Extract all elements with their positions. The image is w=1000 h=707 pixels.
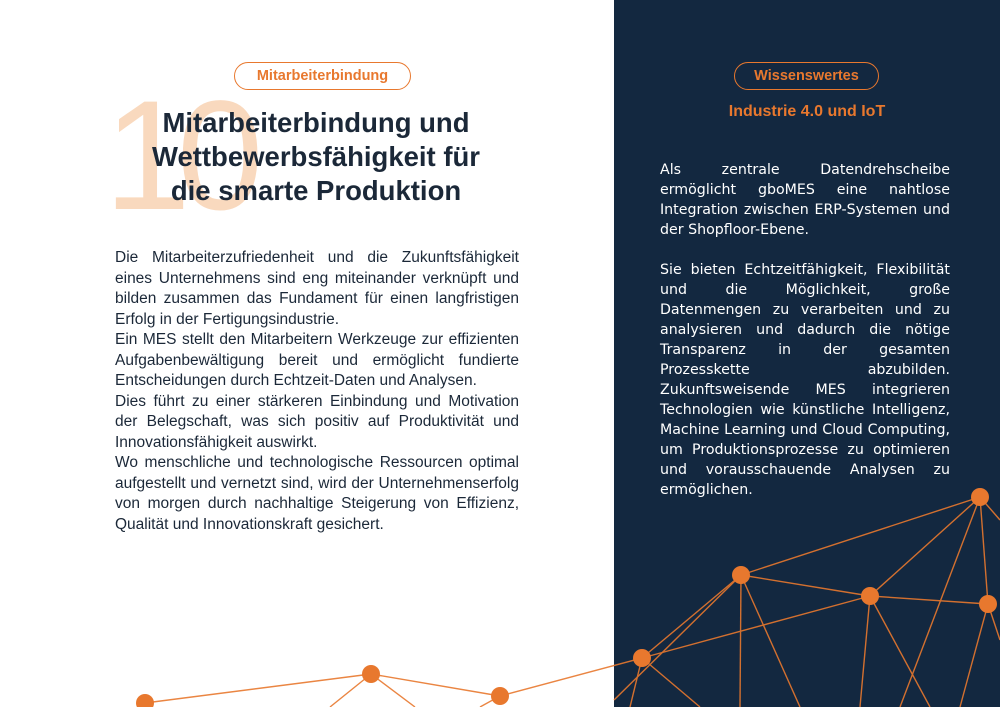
sidebar-subtitle: Industrie 4.0 und IoT	[728, 103, 886, 120]
page-title	[110, 106, 522, 208]
page-number-watermark: 10	[104, 69, 250, 243]
body-text	[115, 248, 519, 535]
sidebar-text	[660, 160, 950, 520]
title-line: die smarte Produktion	[170, 175, 462, 206]
paragraph: Dies führt zu einer stärkeren Einbindung und Motivation der Belegschaft, was sich positiv auf Produktivität und Innovationsfähigkeit auswirkt.	[115, 392, 519, 451]
title-line: Wettbewerbsfähigkeit für	[151, 141, 480, 172]
right-column-sidebar	[614, 0, 1000, 707]
paragraph: Wo menschliche und technologische Ressourcen optimal aufgestellt und vernetzt sind, wird der Unternehmenserfolg von morgen durch nachhaltige Steigerung von Effizienz, Qualität und Innovationskraft gesichert.	[115, 454, 519, 533]
title-line: Mitarbeiterbindung und	[162, 107, 470, 138]
paragraph: Sie bieten Echtzeitfähigkeit, Flexibilität und die Möglichkeit, große Datenmengen zu verarbeiten und zu analysieren und dadurch die nötige Transparenz in der gesamten Prozesskette abzubilden. Zukunftsweisende MES integrieren Technologien wie künstliche Intelligenz, Machine Learning und Cloud Computing, um Produktionsprozesse zu optimieren und vorausschauende Analysen zu ermöglichen.	[660, 262, 950, 498]
info-tag: Wissenswertes	[734, 62, 879, 90]
topic-tag: Mitarbeiterbindung	[234, 62, 411, 90]
paragraph: Die Mitarbeiterzufriedenheit und die Zukunftsfähigkeit eines Unternehmens sind eng miteinander verknüpft und bilden zusammen das Fundament für einen langfristigen Erfolg in der Fertigungsindustrie.	[115, 249, 519, 328]
paragraph: Als zentrale Datendrehscheibe ermöglicht gboMES eine nahtlose Integration zwischen ERP-Systemen und der Shopfloor-Ebene.	[660, 162, 950, 238]
paragraph: Ein MES stellt den Mitarbeitern Werkzeuge zur effizienten Aufgabenbewältigung bereit und ermöglicht fundierte Entscheidungen durch Echtzeit-Daten und Analysen.	[115, 331, 519, 389]
